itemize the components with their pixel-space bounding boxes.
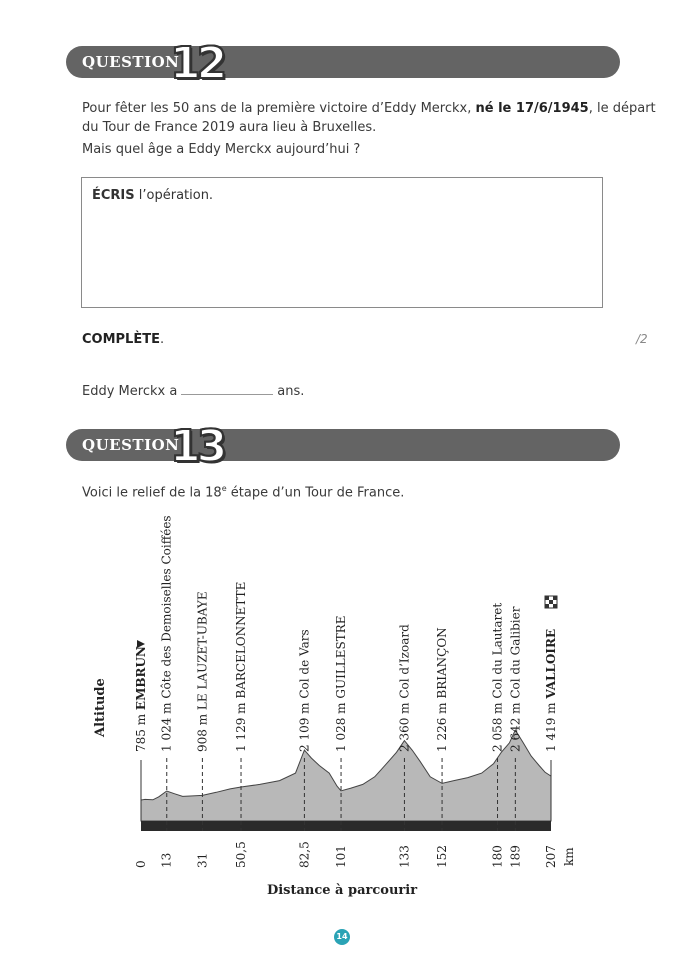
- q12-line-1-text: Pour fêter les 50 ans de la première victoire d’Eddy Merckx,: [82, 101, 476, 116]
- waypoint-altitude: 908 m: [195, 710, 210, 752]
- waypoint-name: Côte des Demoiselles Coiffées: [159, 515, 174, 699]
- q12-line-2: du Tour de France 2019 aura lieu à Bruxelles.: [82, 120, 377, 135]
- waypoint-name: Col de Vars: [297, 629, 312, 699]
- page-number: 14: [334, 929, 350, 945]
- flag-square: [553, 604, 557, 608]
- waypoint-label: [435, 627, 449, 752]
- waypoint-name: VALLOIRE: [544, 628, 558, 699]
- waypoint-altitude: 2 642 m: [508, 698, 523, 752]
- waypoint-altitude: 1 226 m: [435, 698, 450, 752]
- waypoint-label: [234, 582, 248, 752]
- waypoint-label: [491, 603, 505, 752]
- x-tick-label: 189: [508, 845, 523, 868]
- question-number: 13: [170, 421, 224, 472]
- waypoint-name: Col du Lautaret: [490, 602, 505, 699]
- waypoint-name: BRIANÇON: [435, 627, 450, 699]
- y-axis-label: Altitude: [93, 678, 108, 737]
- x-tick-label: 152: [435, 845, 450, 868]
- waypoint-name: Col du Galibier: [508, 606, 523, 699]
- waypoint-label: [508, 606, 522, 752]
- x-tick-label: 101: [334, 845, 349, 868]
- flag-square: [553, 600, 557, 604]
- waypoint-altitude: 2 360 m: [397, 698, 412, 752]
- x-tick-label: 133: [397, 845, 412, 868]
- x-unit-label: km: [562, 847, 576, 866]
- ecris-label: ÉCRIS: [92, 188, 135, 203]
- x-tick-label: 82,5: [297, 841, 312, 868]
- waypoint-altitude: 1 129 m: [234, 698, 249, 752]
- waypoint-label: [544, 629, 558, 752]
- flag-square: [553, 596, 557, 600]
- x-tick-label: 207: [544, 845, 558, 868]
- x-tick-label: 0: [134, 860, 148, 868]
- complete-dot: .: [159, 332, 165, 347]
- flag-square: [545, 596, 549, 600]
- waypoint-label: [297, 629, 311, 752]
- question-label: QUESTION: [82, 436, 180, 454]
- answer-post: ans.: [277, 384, 305, 399]
- q13-intro-end: étape d’un Tour de France.: [226, 485, 405, 501]
- x-axis-label: Distance à parcourir: [266, 883, 418, 898]
- x-tick-label: 31: [195, 852, 210, 868]
- waypoint-altitude: 2 058 m: [490, 698, 505, 752]
- flag-square: [549, 600, 553, 604]
- q12-line-3: Mais quel âge a Eddy Merckx aujourd’hui ?: [82, 142, 361, 157]
- waypoint-name: LE LAUZET-UBAYE: [195, 591, 210, 711]
- waypoint-label: [160, 515, 174, 752]
- q13-intro-text: Voici le relief de la 18: [82, 485, 222, 501]
- x-tick-label: 50,5: [234, 841, 249, 868]
- waypoint-altitude: 1 419 m: [544, 698, 558, 752]
- x-tick-label: 180: [490, 845, 505, 868]
- waypoint-altitude: 1 028 m: [334, 698, 349, 752]
- waypoint-label: [195, 591, 209, 752]
- score-indicator: /2: [636, 332, 648, 346]
- answer-pre: Eddy Merckx a: [82, 384, 178, 399]
- question-label: QUESTION: [82, 53, 180, 71]
- flag-square: [545, 604, 549, 608]
- finish-flag-icon: [545, 596, 557, 608]
- ecris-text: l’opération.: [134, 188, 214, 203]
- x-tick-label: 13: [159, 852, 174, 868]
- waypoint-name: Col d’Izoard: [397, 624, 412, 699]
- question-number: 12: [170, 38, 224, 89]
- flag-square: [549, 596, 553, 600]
- waypoint-altitude: 785 m: [134, 710, 148, 752]
- waypoint-label: [334, 615, 348, 752]
- flag-square: [545, 600, 549, 604]
- waypoint-altitude: 2 109 m: [297, 698, 312, 752]
- waypoint-label: [397, 624, 411, 752]
- waypoint-name: EMBRUN: [134, 646, 148, 711]
- waypoint-label: [134, 646, 148, 752]
- waypoint-name: BARCELONNETTE: [234, 581, 249, 699]
- q12-line-1-end: , le départ: [588, 101, 656, 116]
- complete-label: COMPLÈTE: [82, 332, 160, 347]
- flag-square: [549, 604, 553, 608]
- q13-intro-sup: e: [221, 484, 227, 493]
- waypoint-name: GUILLESTRE: [334, 615, 349, 699]
- waypoint-altitude: 1 024 m: [159, 698, 174, 752]
- q12-birth-date: né le 17/6/1945: [475, 101, 589, 116]
